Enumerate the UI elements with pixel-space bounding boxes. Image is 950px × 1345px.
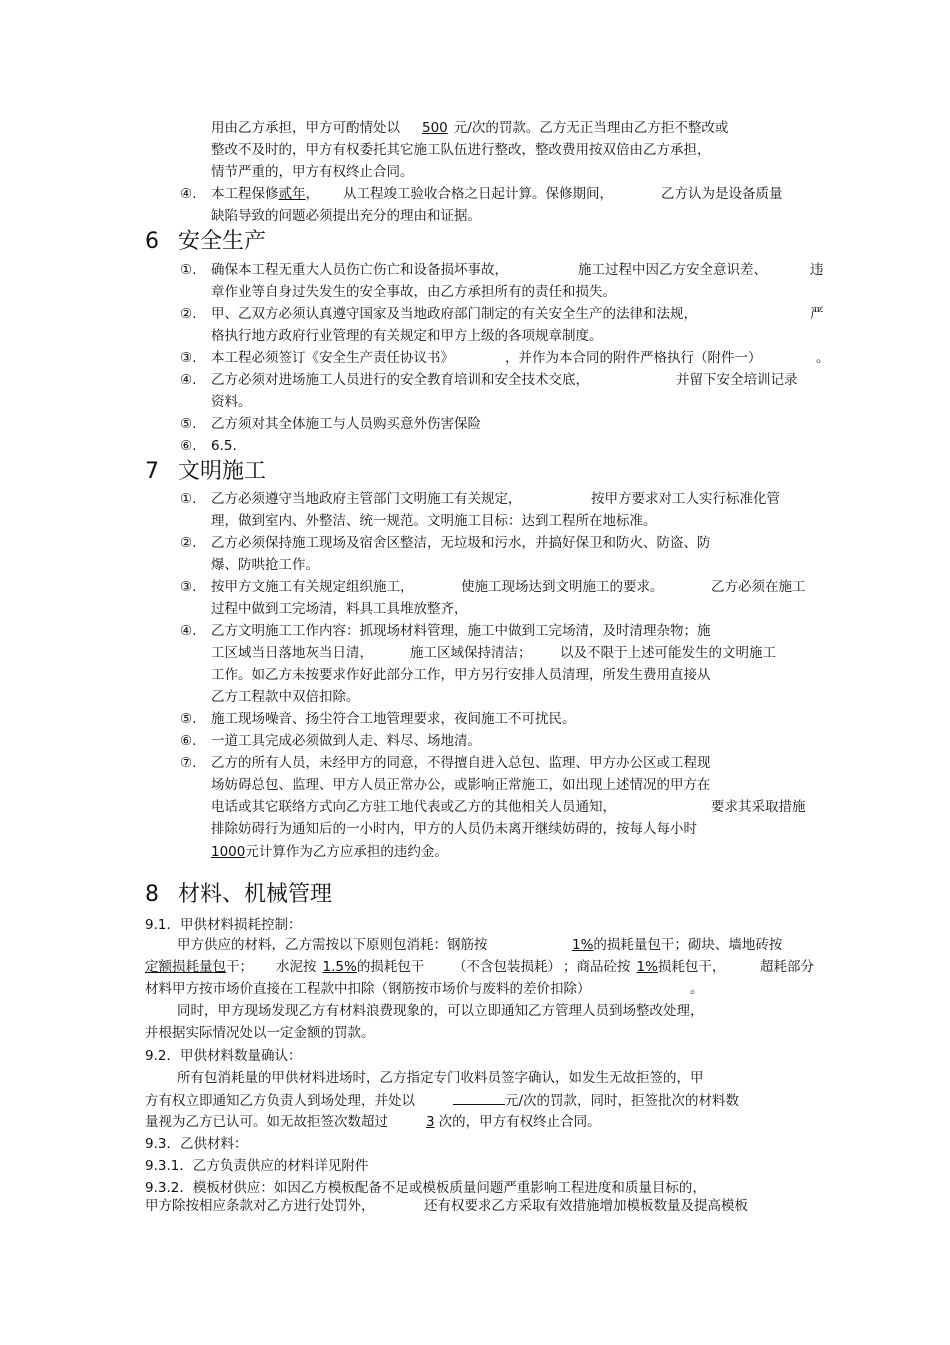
text-line: 甲、乙双方必须认真遵守国家及当地政府部门制定的有关安全生产的法律和法规，: [211, 306, 697, 322]
text-line: 。: [690, 981, 704, 997]
text-line: 情节严重的，甲方有权终止合同。: [211, 164, 414, 180]
text-line: 材料甲方按市场价直接在工程款中扣除（钢筋按市场价与废料的差价扣除）: [145, 981, 591, 997]
text-line: [145, 1112, 601, 1132]
text-line: 施工过程中因乙方安全意识差、: [578, 262, 767, 278]
text-line: （不含包装损耗）: [453, 959, 561, 975]
text-line: [211, 184, 783, 204]
text-line: 理，做到室内、外整洁、统一规范。文明施工目标：达到工程所在地标准。: [211, 513, 657, 529]
text-line: 以及不限于上述可能发生的文明施工: [560, 645, 776, 661]
text-line: 乙方必须遵守当地政府主管部门文明施工有关规定，: [211, 491, 522, 507]
text-line: [145, 957, 253, 977]
item-number: ⑤.: [180, 416, 197, 432]
text-line: 乙方文明施工工作内容：抓现场材料管理，施工中做到工完场清，及时清理杂物；施: [211, 623, 711, 639]
loss-rate: 1%: [572, 937, 594, 953]
section-number: 8: [145, 882, 159, 907]
text-span: 干；: [226, 959, 253, 975]
item-number: ④.: [180, 623, 197, 639]
item-number: ①.: [180, 491, 197, 507]
text-line: 甲方除按相应条款对乙方进行处罚外，: [145, 1198, 375, 1214]
text-span: 元计算作为乙方应承担的违约金。: [245, 844, 448, 860]
text-span: ，: [305, 186, 319, 202]
text-line: 资料。: [211, 394, 252, 410]
text-line: 章作业等自身过失发生的安全事故，由乙方承担所有的责任和损失。: [211, 284, 616, 300]
subsection-heading: 9.3．乙供材料：: [145, 1136, 248, 1152]
subsection-heading: 9.1．甲供材料损耗控制：: [145, 917, 302, 933]
text-line: 格执行地方政府行业管理的有关规定和甲方上级的各项规章制度。: [211, 328, 603, 344]
warranty-term: 贰年: [278, 186, 306, 202]
text-line: 工区域当日落地灰当日清，: [211, 645, 373, 661]
text-line: 还有权要求乙方采取有效措施增加模板数量及提高模板: [424, 1198, 748, 1214]
text-line: 施工现场噪音、扬尘符合工地管理要求，夜间施工不可扰民。: [211, 711, 576, 727]
text-span: ；商品砼按: [563, 959, 631, 975]
text-line: 缺陷导致的问题必须提出充分的理由和证据。: [211, 208, 481, 224]
item-number: ④.: [180, 372, 197, 388]
item-number: ⑤.: [180, 711, 197, 727]
text-line: 要求其采取措施: [711, 799, 806, 815]
item-number: ④.: [180, 186, 197, 202]
text-line: 过程中做到工完场清，料具工具堆放整齐，: [211, 601, 468, 617]
text-line: 一道工具完成必须做到人走、料尽、场地清。: [211, 733, 481, 749]
text-line: 甲方供应的材料，乙方需按以下原则包消耗：钢筋按: [177, 937, 488, 953]
text-line: 按甲方文施工有关规定组织施工，: [211, 579, 414, 595]
text-line: 按甲方要求对工人实行标准化管: [591, 491, 780, 507]
item-number: ⑥.: [180, 438, 197, 454]
loss-rate: 定额损耗量包: [145, 959, 226, 975]
text-line: 乙方必须保持施工现场及宿舍区整洁，无垃圾和污水，并搞好保卫和防火、防盗、防: [211, 535, 711, 551]
text-line: 场妨碍总包、监理、甲方人员正常办公，或影响正常施工，如出现上述情况的甲方在: [211, 777, 711, 793]
text-span: 次的，甲方有权终止合同。: [438, 1114, 601, 1130]
text-line: 9.3.2．模板材供应：如因乙方模板配备不足或模板质量问题严重影响工程进度和质量目标的，: [145, 1180, 706, 1196]
text-span: 损耗包干，: [657, 959, 726, 975]
text-line: 本工程必须签订《安全生产责任协议书》: [211, 350, 454, 366]
text-span: 从工程竣工验收合格之日起计算。保修期间，: [343, 186, 613, 202]
section-title: 文明施工: [178, 459, 267, 484]
text-span: 的损耗包干: [356, 959, 425, 975]
text-line: [276, 957, 424, 977]
text-span: 乙方认为是设备质量: [661, 186, 783, 202]
text-line: 同时，甲方现场发现乙方有材料浪费现象的，可以立即通知乙方管理人员到场整改处理，: [177, 1003, 704, 1019]
text-span: 水泥按: [276, 959, 317, 975]
text-line: 所有包消耗量的甲供材料进场时，乙方指定专门收料员签字确认，如发生无故拒签的，甲: [177, 1070, 704, 1086]
text-line: [572, 935, 782, 955]
text-line: 乙方必须在施工: [711, 579, 806, 595]
text-line: 乙方必须对进场施工人员进行的安全教育培训和安全技术交底，: [211, 372, 589, 388]
item-number: ②.: [180, 535, 197, 551]
text-line: ，并作为本合同的附件严格执行（附件一）: [505, 350, 762, 366]
text-span: 量视为乙方已认可。如无故拒签次数超过: [145, 1114, 388, 1130]
text-span: 元/次的罚款。乙方无正当理由乙方拒不整改或: [453, 120, 729, 136]
text-span: 元/次的罚款，同时，拒签批次的材料数: [505, 1093, 740, 1109]
section-title: 安全生产: [178, 229, 267, 254]
text-line: [211, 118, 728, 138]
text-span: 的损耗量包干；砌块、墙地砖按: [593, 937, 783, 953]
text-line: 9.3.1．乙方负责供应的材料详见附件: [145, 1158, 369, 1174]
item-number: ③.: [180, 579, 197, 595]
subsection-heading: 9.2．甲供材料数量确认：: [145, 1048, 302, 1064]
loss-rate: 1%: [636, 959, 658, 975]
refusal-limit: 3: [426, 1114, 435, 1130]
text-line: 施工区域保持清洁；: [410, 645, 532, 661]
item-number: ①.: [180, 262, 197, 278]
text-line: 确保本工程无重大人员伤亡伤亡和设备损坏事故，: [211, 262, 508, 278]
text-line: 爆、防哄抢工作。: [211, 557, 319, 573]
loss-rate: 1.5%: [322, 959, 357, 975]
item-number: ③.: [180, 350, 197, 366]
section-number: 7: [145, 459, 159, 484]
text-line: 乙方工程款中双倍扣除。: [211, 689, 360, 705]
text-line: 乙方的所有人员，未经甲方的同意，不得擅自进入总包、监理、甲方办公区或工程现: [211, 755, 711, 771]
text-line: 违: [810, 262, 824, 278]
section-number: 6: [145, 229, 159, 254]
text-span: 用由乙方承担，甲方可酌情处以: [211, 120, 400, 136]
text-line: 使施工现场达到文明施工的要求。: [461, 579, 664, 595]
text-line: 乙方须对其全体施工与人员购买意外伤害保险: [211, 416, 481, 432]
item-number: ⑥.: [180, 733, 197, 749]
text-line: 6.5.: [211, 438, 237, 454]
item-number: ②.: [180, 306, 197, 322]
text-line: 电话或其它联络方式向乙方驻工地代表或乙方的其他相关人员通知，: [211, 799, 616, 815]
text-line: 整改不及时的，甲方有权委托其它施工队伍进行整改，整改费用按双倍由乙方承担，: [211, 142, 711, 158]
text-line: 。: [816, 350, 830, 366]
text-line: 工作。如乙方未按要求作好此部分工作，甲方另行安排人员清理，所发生费用直接从: [211, 667, 711, 683]
text-line: [563, 957, 725, 977]
penalty-amount: 1000: [211, 844, 246, 860]
section-title: 材料、机械管理: [178, 882, 333, 907]
item-number: ⑦.: [180, 755, 197, 771]
text-line: 排除妨碍行为通知后的一小时内，甲方的人员仍未离开继续妨碍的，按每人每小时: [211, 821, 697, 837]
text-line: 并留下安全培训记录: [676, 372, 798, 388]
text-line: [211, 842, 448, 862]
text-line: 严: [810, 306, 824, 322]
blank-amount: [453, 1090, 505, 1105]
text-span: 方有权立即通知乙方负责人到场处理，并处以: [145, 1093, 415, 1109]
text-line: 并根据实际情况处以一定金额的罚款。: [145, 1025, 375, 1041]
text-line: [145, 1090, 739, 1111]
text-line: 超耗部分: [760, 959, 814, 975]
penalty-amount: 500: [422, 120, 448, 136]
text-span: 本工程保修: [211, 186, 279, 202]
